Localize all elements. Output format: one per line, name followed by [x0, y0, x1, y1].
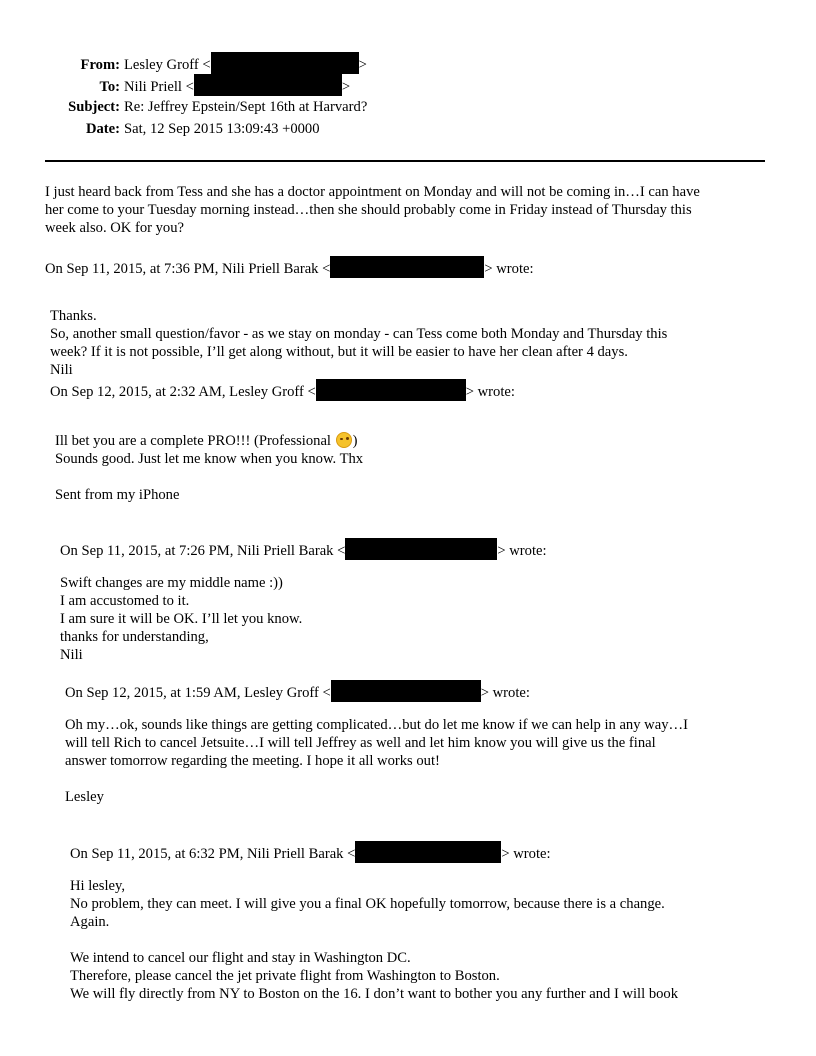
quote-line: I am accustomed to it. — [60, 593, 190, 609]
quote-line: No problem, they can meet. I will give you a final OK hopefully tomorrow, because there is a change. — [70, 896, 665, 912]
attribution-tail: > wrote: — [465, 384, 515, 400]
quote-line: Ill bet you are a complete PRO!!! (Professional ) — [55, 433, 358, 449]
signature-line: Sent from my iPhone — [55, 487, 180, 503]
from-row — [0, 52, 816, 74]
quote-attribution — [45, 256, 534, 278]
from-label: From: — [80, 57, 120, 73]
attribution-tail: > wrote: — [497, 543, 547, 559]
signature-line: Lesley — [65, 789, 104, 805]
quote-line: Nili — [50, 362, 73, 378]
quote-line: Therefore, please cancel the jet private flight from Washington to Boston. — [70, 968, 500, 984]
attribution-tail: > wrote: — [484, 261, 534, 277]
winking-face-icon — [336, 432, 352, 448]
quote-line: answer tomorrow regarding the meeting. I hope it all works out! — [65, 753, 440, 769]
quote-line: So, another small question/favor - as we stay on monday - can Tess come both Monday and Thursday this — [50, 326, 668, 342]
quote-attribution — [60, 538, 547, 560]
attribution-tail: > wrote: — [480, 685, 530, 701]
subject-label: Subject: — [68, 99, 120, 115]
from-tail: > — [358, 57, 367, 73]
email-header — [0, 52, 816, 140]
quote-attribution — [70, 841, 551, 863]
header-divider — [45, 160, 765, 162]
redaction-box — [194, 74, 342, 96]
body-line: I just heard back from Tess and she has a doctor appointment on Monday and will not be coming in…I can have — [45, 184, 700, 200]
redaction-box — [355, 841, 501, 863]
subject-value: Re: Jeffrey Epstein/Sept 16th at Harvard? — [124, 99, 368, 115]
subject-row — [0, 96, 816, 118]
redaction-box — [331, 680, 481, 702]
attribution-text: On Sep 12, 2015, at 2:32 AM, Lesley Groff < — [50, 384, 316, 400]
to-value: Nili Priell < — [124, 79, 194, 95]
attribution-text: On Sep 11, 2015, at 7:26 PM, Nili Priell Barak < — [60, 543, 346, 559]
quoted-message — [50, 307, 667, 401]
quote-attribution — [65, 680, 530, 702]
attribution-tail: > wrote: — [501, 846, 551, 862]
quote-line: I am sure it will be OK. I’ll let you know. — [60, 611, 303, 627]
quote-line: Thanks. — [50, 308, 97, 324]
quote-line: thanks for understanding, — [60, 629, 209, 645]
quote-line: We intend to cancel our flight and stay in Washington DC. — [70, 950, 411, 966]
quote-line: Sounds good. Just let me know when you know. Thx — [55, 451, 364, 467]
redaction-box — [316, 379, 466, 401]
quote-line: Oh my…ok, sounds like things are getting complicated…but do let me know if we can help in any way…I — [65, 717, 688, 733]
date-row — [0, 118, 816, 140]
quoted-message — [70, 877, 678, 1003]
to-label: To: — [99, 79, 120, 95]
attribution-text: On Sep 11, 2015, at 6:32 PM, Nili Priell Barak < — [70, 846, 356, 862]
date-label: Date: — [85, 121, 120, 137]
date-value: Sat, 12 Sep 2015 13:09:43 +0000 — [124, 121, 320, 137]
quote-line: We will fly directly from NY to Boston on the 16. I don’t want to bother you any further and I will book — [70, 986, 679, 1002]
quote-line: Swift changes are my middle name :)) — [60, 575, 283, 591]
redaction-box — [211, 52, 359, 74]
redaction-box — [345, 538, 497, 560]
quote-line: Nili — [60, 647, 83, 663]
message-body — [45, 183, 700, 237]
attribution-text: On Sep 11, 2015, at 7:36 PM, Nili Priell Barak < — [45, 261, 331, 277]
to-row — [0, 74, 816, 96]
body-line: her come to your Tuesday morning instead…then she should probably come in Friday instead of Thursday this — [45, 202, 692, 218]
body-line: week also. OK for you? — [45, 220, 185, 236]
quoted-message — [55, 432, 363, 504]
quote-line: Hi lesley, — [70, 878, 125, 894]
to-tail: > — [341, 79, 351, 95]
attribution-text: On Sep 12, 2015, at 1:59 AM, Lesley Groff < — [65, 685, 331, 701]
redaction-box — [330, 256, 484, 278]
quote-line: will tell Rich to cancel Jetsuite…I will tell Jeffrey as well and let him know you will give us the final — [65, 735, 656, 751]
quote-attribution — [50, 379, 667, 401]
from-value: Lesley Groff < — [124, 57, 211, 73]
quote-line: Again. — [70, 914, 110, 930]
quoted-message — [65, 716, 688, 806]
quote-line: week? If it is not possible, I’ll get along without, but it will be easier to have her clean after 4 days. — [50, 344, 628, 360]
quoted-message — [60, 574, 302, 664]
